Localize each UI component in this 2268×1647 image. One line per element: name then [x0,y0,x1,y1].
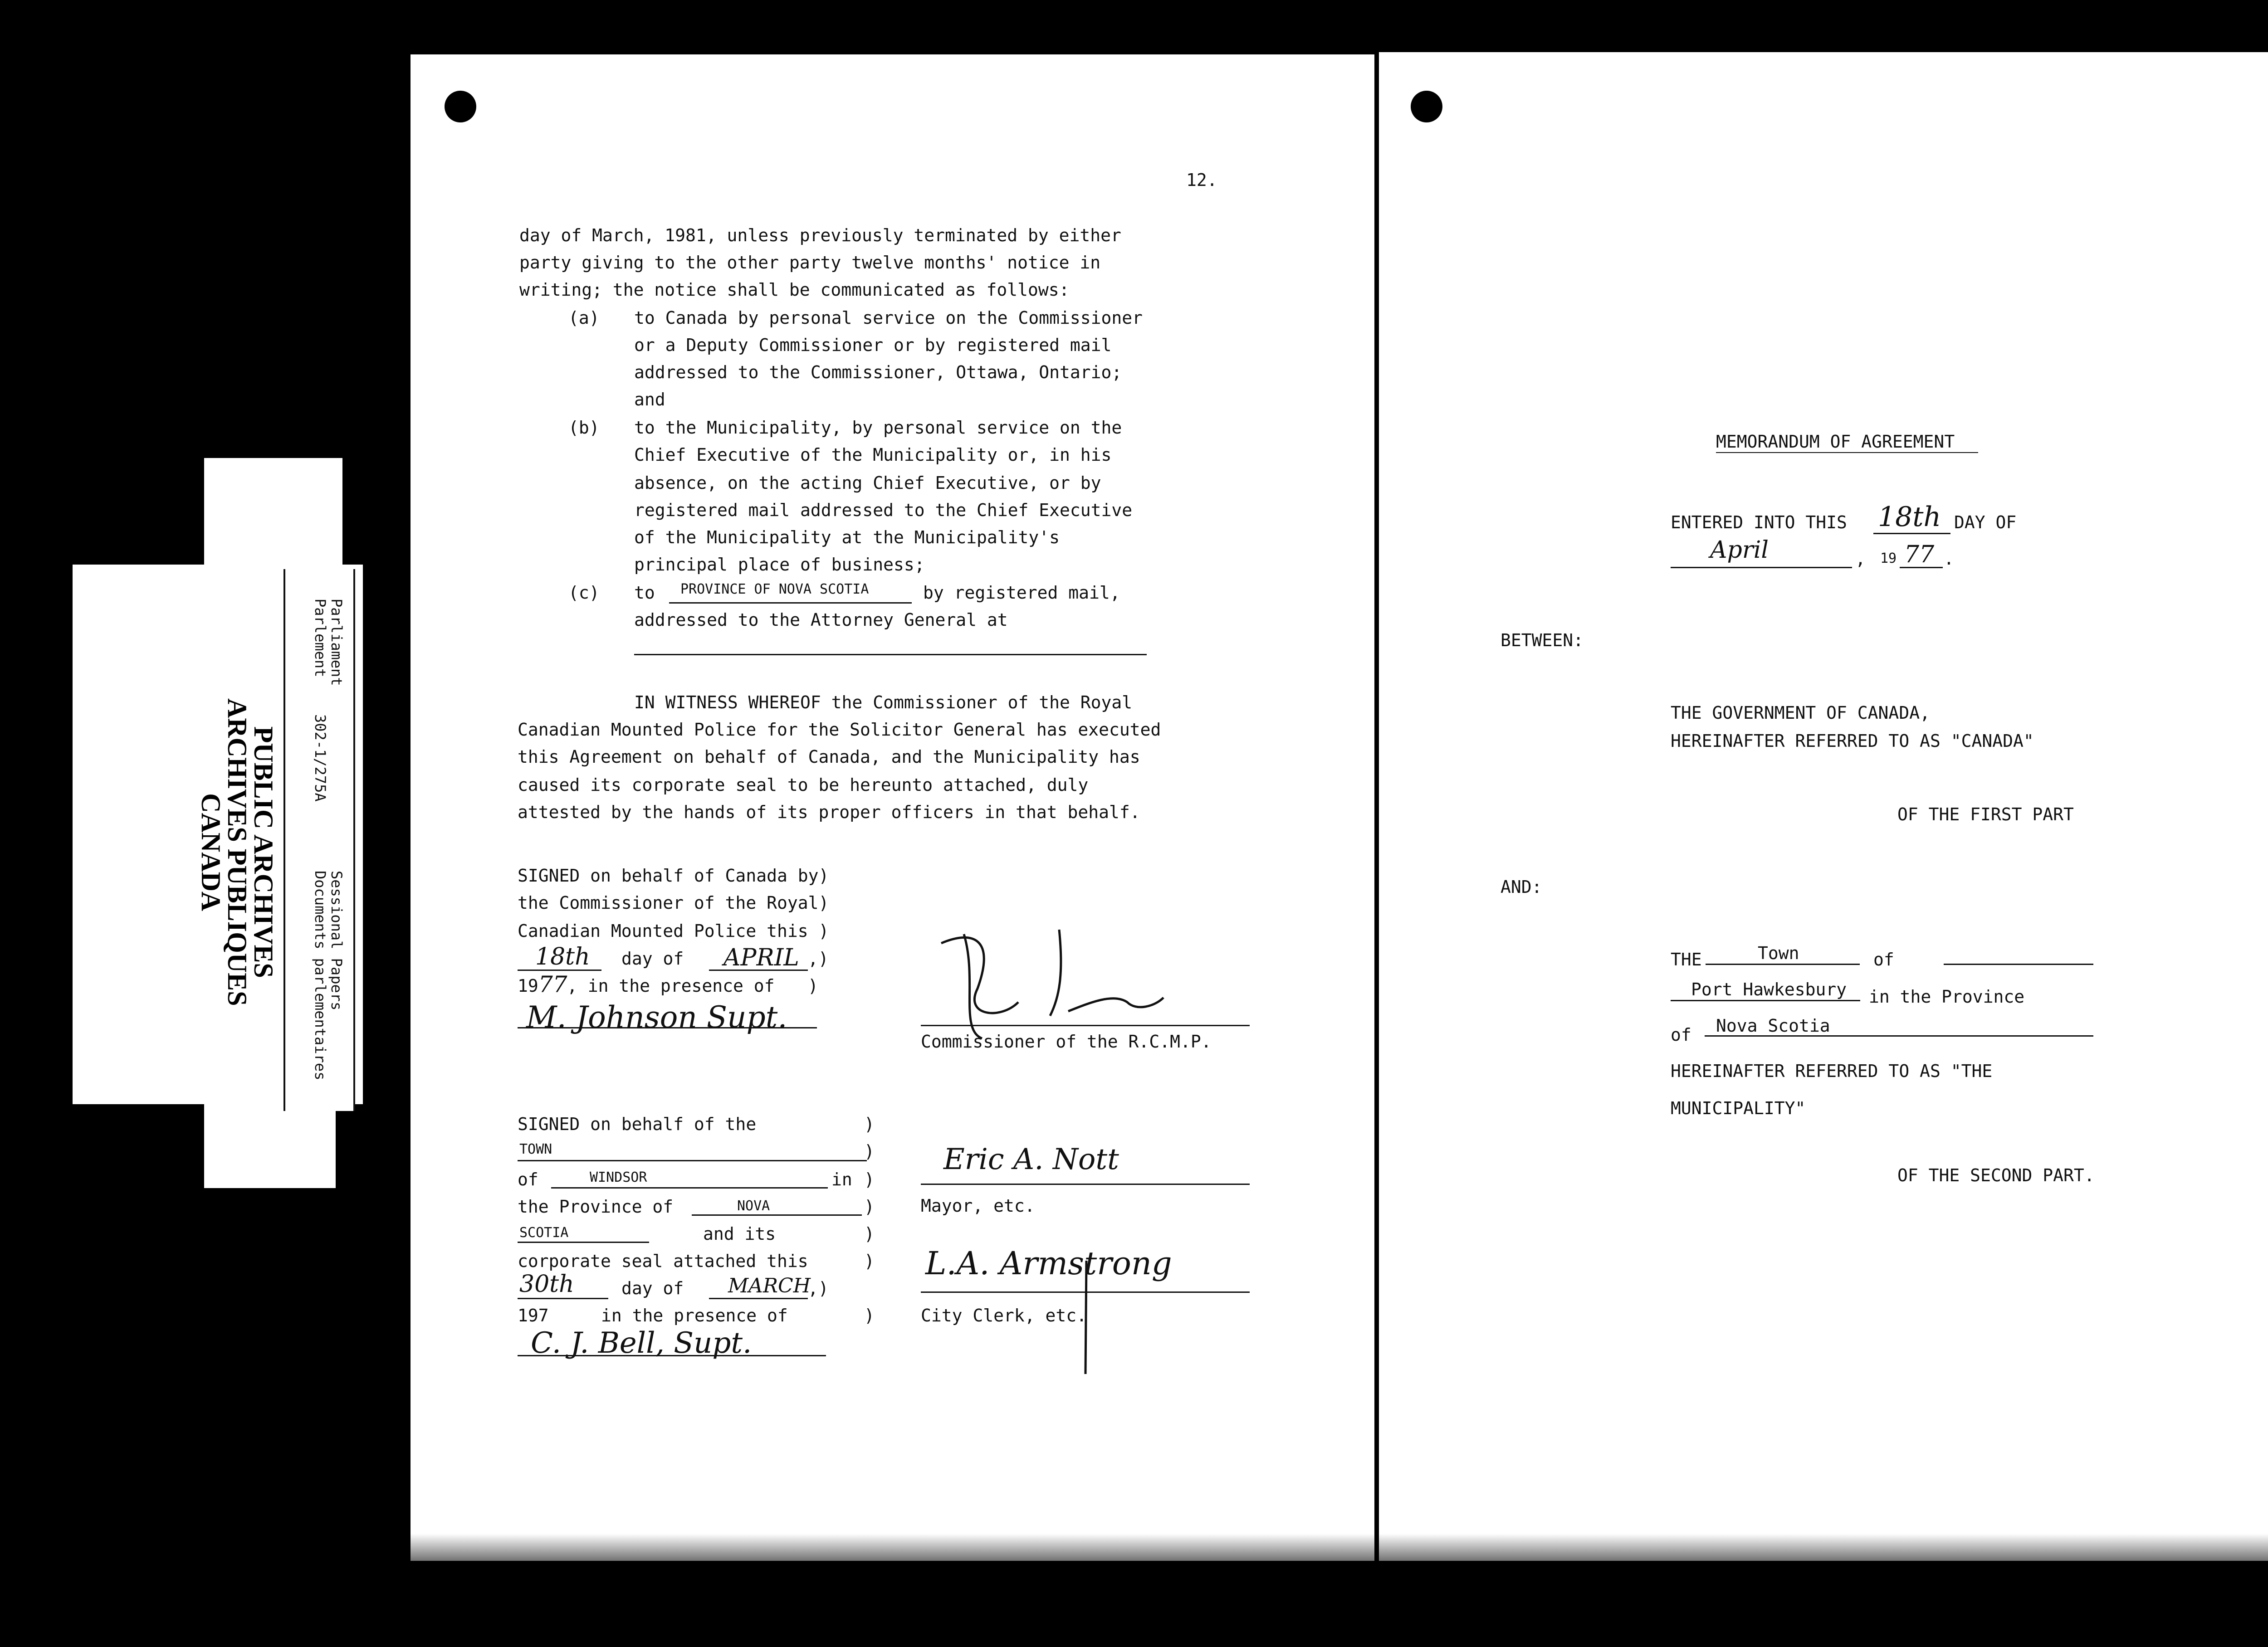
item-marker: (c) [568,583,600,603]
page-number: 12. [1186,170,1217,190]
of-text: of [1873,950,1894,970]
clerk-caption: City Clerk, etc. [921,1306,1087,1325]
item-line: to the Municipality, by personal service on the [634,418,1122,438]
item-line: Chief Executive of the Municipality or, in his [634,445,1112,465]
the-text: THE [1671,950,1702,970]
fill-underline [709,970,808,971]
signing-line: Canadian Mounted Police this ) [518,921,829,941]
clerk-signature: L.A. Armstrong [925,1245,1172,1282]
between-label: BETWEEN: [1501,630,1584,650]
memorandum-title: MEMORANDUM OF AGREEMENT [1716,432,1955,452]
year-fill: 77 [538,971,567,998]
paragraph-line: writing; the notice shall be communicated as follows: [519,280,1070,300]
item-line: or a Deputy Commissioner or by registered mail [634,335,1112,355]
signature-line [921,1291,1250,1293]
windsor-fill: WINDSOR [590,1169,647,1185]
fill-underline [518,1242,649,1243]
bracket: ) [864,1141,875,1161]
file-number: 302-1/275A [312,714,329,802]
presence-text: in the presence of [601,1306,788,1325]
witness-line: attested by the hands of its proper officers in that behalf. [518,802,1140,822]
period: . [1944,549,1954,569]
entered-prefix: ENTERED INTO THIS [1671,512,1847,532]
right-page [1379,52,2268,1561]
second-part-label: OF THE SECOND PART. [1897,1165,2095,1185]
item-line: to Canada by personal service on the Commissioner [634,308,1143,328]
day-fill: 30th [519,1271,574,1298]
title-underline [1716,452,1978,453]
fill-underline [1671,1000,1860,1001]
fill-underline [1944,964,2093,965]
item-line: of the Municipality at the Municipality's [634,527,1060,547]
bracket: ) [808,976,818,996]
item-line: addressed to the Commissioner, Ottawa, Ontario; [634,362,1122,382]
fill-underline [1705,1035,2093,1037]
town-fill: Town [1758,943,1799,963]
bracket: ) [864,1197,875,1217]
archive-label-tab-lower [204,1097,336,1188]
parliament-label [312,599,345,686]
nova-fill: NOVA [737,1198,770,1214]
bracket: ,) [808,949,829,969]
bracket: ) [864,1224,875,1244]
first-part-label: OF THE FIRST PART [1897,804,2074,824]
presence-text: , in the presence of [567,976,775,996]
signing-line: SIGNED on behalf of Canada by) [518,866,829,886]
mayor-signature: Eric A. Nott [943,1143,1119,1176]
item-line: registered mail addressed to the Chief Executive [634,500,1133,520]
paragraph-line: day of March, 1981, unless previously terminated by either [519,225,1121,245]
item-line: principal place of business; [634,555,925,575]
fill-underline [518,1298,608,1299]
parliament-line: Parlement [312,599,329,677]
bracket: ) [864,1306,875,1325]
item-marker: (b) [568,418,600,438]
day-of-text: day of [621,949,684,969]
fill-underline [518,1160,867,1161]
signature-line [518,1027,817,1028]
bracket: ) [864,1251,875,1271]
witness-line: IN WITNESS WHEREOF the Commissioner of the Royal [634,692,1133,712]
archive-stamp-line: ARCHIVES PUBLIQUES [222,698,252,1006]
witness-line: caused its corporate seal to be hereunto attached, duly [518,775,1089,795]
fill-underline [551,1187,828,1189]
province-fill: Nova Scotia [1716,1016,1830,1036]
province-text: the Province of [518,1197,674,1217]
place-fill: Port Hawkesbury [1691,979,1847,999]
sessional-line: Documents parlementaires [312,871,329,1081]
month-fill: April [1710,536,1769,564]
fill-underline [1873,533,1950,534]
signing-line: the Commissioner of the Royal) [518,893,829,913]
fill-underline [518,970,601,971]
party-line: HEREINAFTER REFERRED TO AS "CANADA" [1671,731,2034,751]
sessional-line: Sessional Papers [328,871,345,1011]
and-label: AND: [1501,877,1542,897]
party-line: HEREINAFTER REFERRED TO AS "THE [1671,1061,1993,1081]
witness-line: Canadian Mounted Police for the Solicitor General has executed [518,720,1161,740]
scotia-fill: SCOTIA [519,1225,569,1241]
month-fill: MARCH [728,1274,811,1297]
month-fill: APRIL [723,944,799,971]
witness-line: this Agreement on behalf of Canada, and the Municipality has [518,747,1140,767]
fill-underline [709,1298,808,1299]
fill-underline [1671,567,1852,568]
in-province-text: in the Province [1869,987,2025,1007]
witness-signature: C. J. Bell, Supt. [531,1326,752,1360]
signature-line [921,1184,1250,1185]
bracket: ) [864,1114,875,1134]
punch-hole [1411,91,1442,122]
in-text: in [831,1169,852,1189]
archive-stamp [198,698,277,1006]
fill-underline [669,602,912,604]
address-underline [634,654,1147,655]
punch-hole [445,91,476,122]
year-prefix: 19 [518,976,538,996]
province-fill: PROVINCE OF NOVA SCOTIA [680,581,869,597]
and-its-text: and its [703,1224,776,1244]
fill-underline [1900,567,1943,568]
signature-line [921,1025,1250,1026]
left-page [411,54,1374,1561]
item-line: addressed to the Attorney General at [634,610,1008,630]
seal-line: corporate seal attached this [518,1251,808,1271]
comma: , [1855,549,1866,569]
mayor-caption: Mayor, etc. [921,1196,1035,1216]
year-fill: 77 [1904,541,1935,568]
item-line: absence, on the acting Chief Executive, or by [634,473,1101,493]
commissioner-caption: Commissioner of the R.C.M.P. [921,1032,1212,1052]
fill-underline [1706,964,1860,965]
parliament-line: Parliament [328,599,345,686]
fill-underline [692,1214,862,1216]
archive-stamp-line: CANADA [196,793,226,911]
year-prefix: 197 [518,1306,549,1325]
town-fill: TOWN [519,1141,552,1157]
sessional-label [312,871,345,1080]
day-fill: 18th [535,943,590,970]
page-shadow [1379,1534,2268,1561]
of-text: of [518,1169,538,1189]
signing-line: SIGNED on behalf of the [518,1114,757,1134]
item-line: and [634,390,665,409]
day-of-text: DAY OF [1954,512,2017,532]
year-prefix: 19 [1880,551,1897,566]
bracket: ) [864,1169,875,1189]
witness-signature: M. Johnson Supt. [526,1000,787,1035]
archive-stamp-line: PUBLIC ARCHIVES [249,726,279,978]
bracket: ,) [808,1278,829,1298]
page-shadow [411,1534,1374,1561]
party-line: MUNICIPALITY" [1671,1098,1806,1118]
item-to: to [634,583,655,603]
day-fill: 18th [1878,501,1941,533]
paragraph-line: party giving to the other party twelve months' notice in [519,253,1101,273]
archive-label-tab [204,458,342,567]
item-after: by registered mail, [923,583,1120,603]
signature-line [518,1355,826,1356]
party-line: THE GOVERNMENT OF CANADA, [1671,703,1930,723]
item-marker: (a) [568,308,600,328]
of-text: of [1671,1025,1691,1045]
day-of-text: day of [621,1278,684,1298]
